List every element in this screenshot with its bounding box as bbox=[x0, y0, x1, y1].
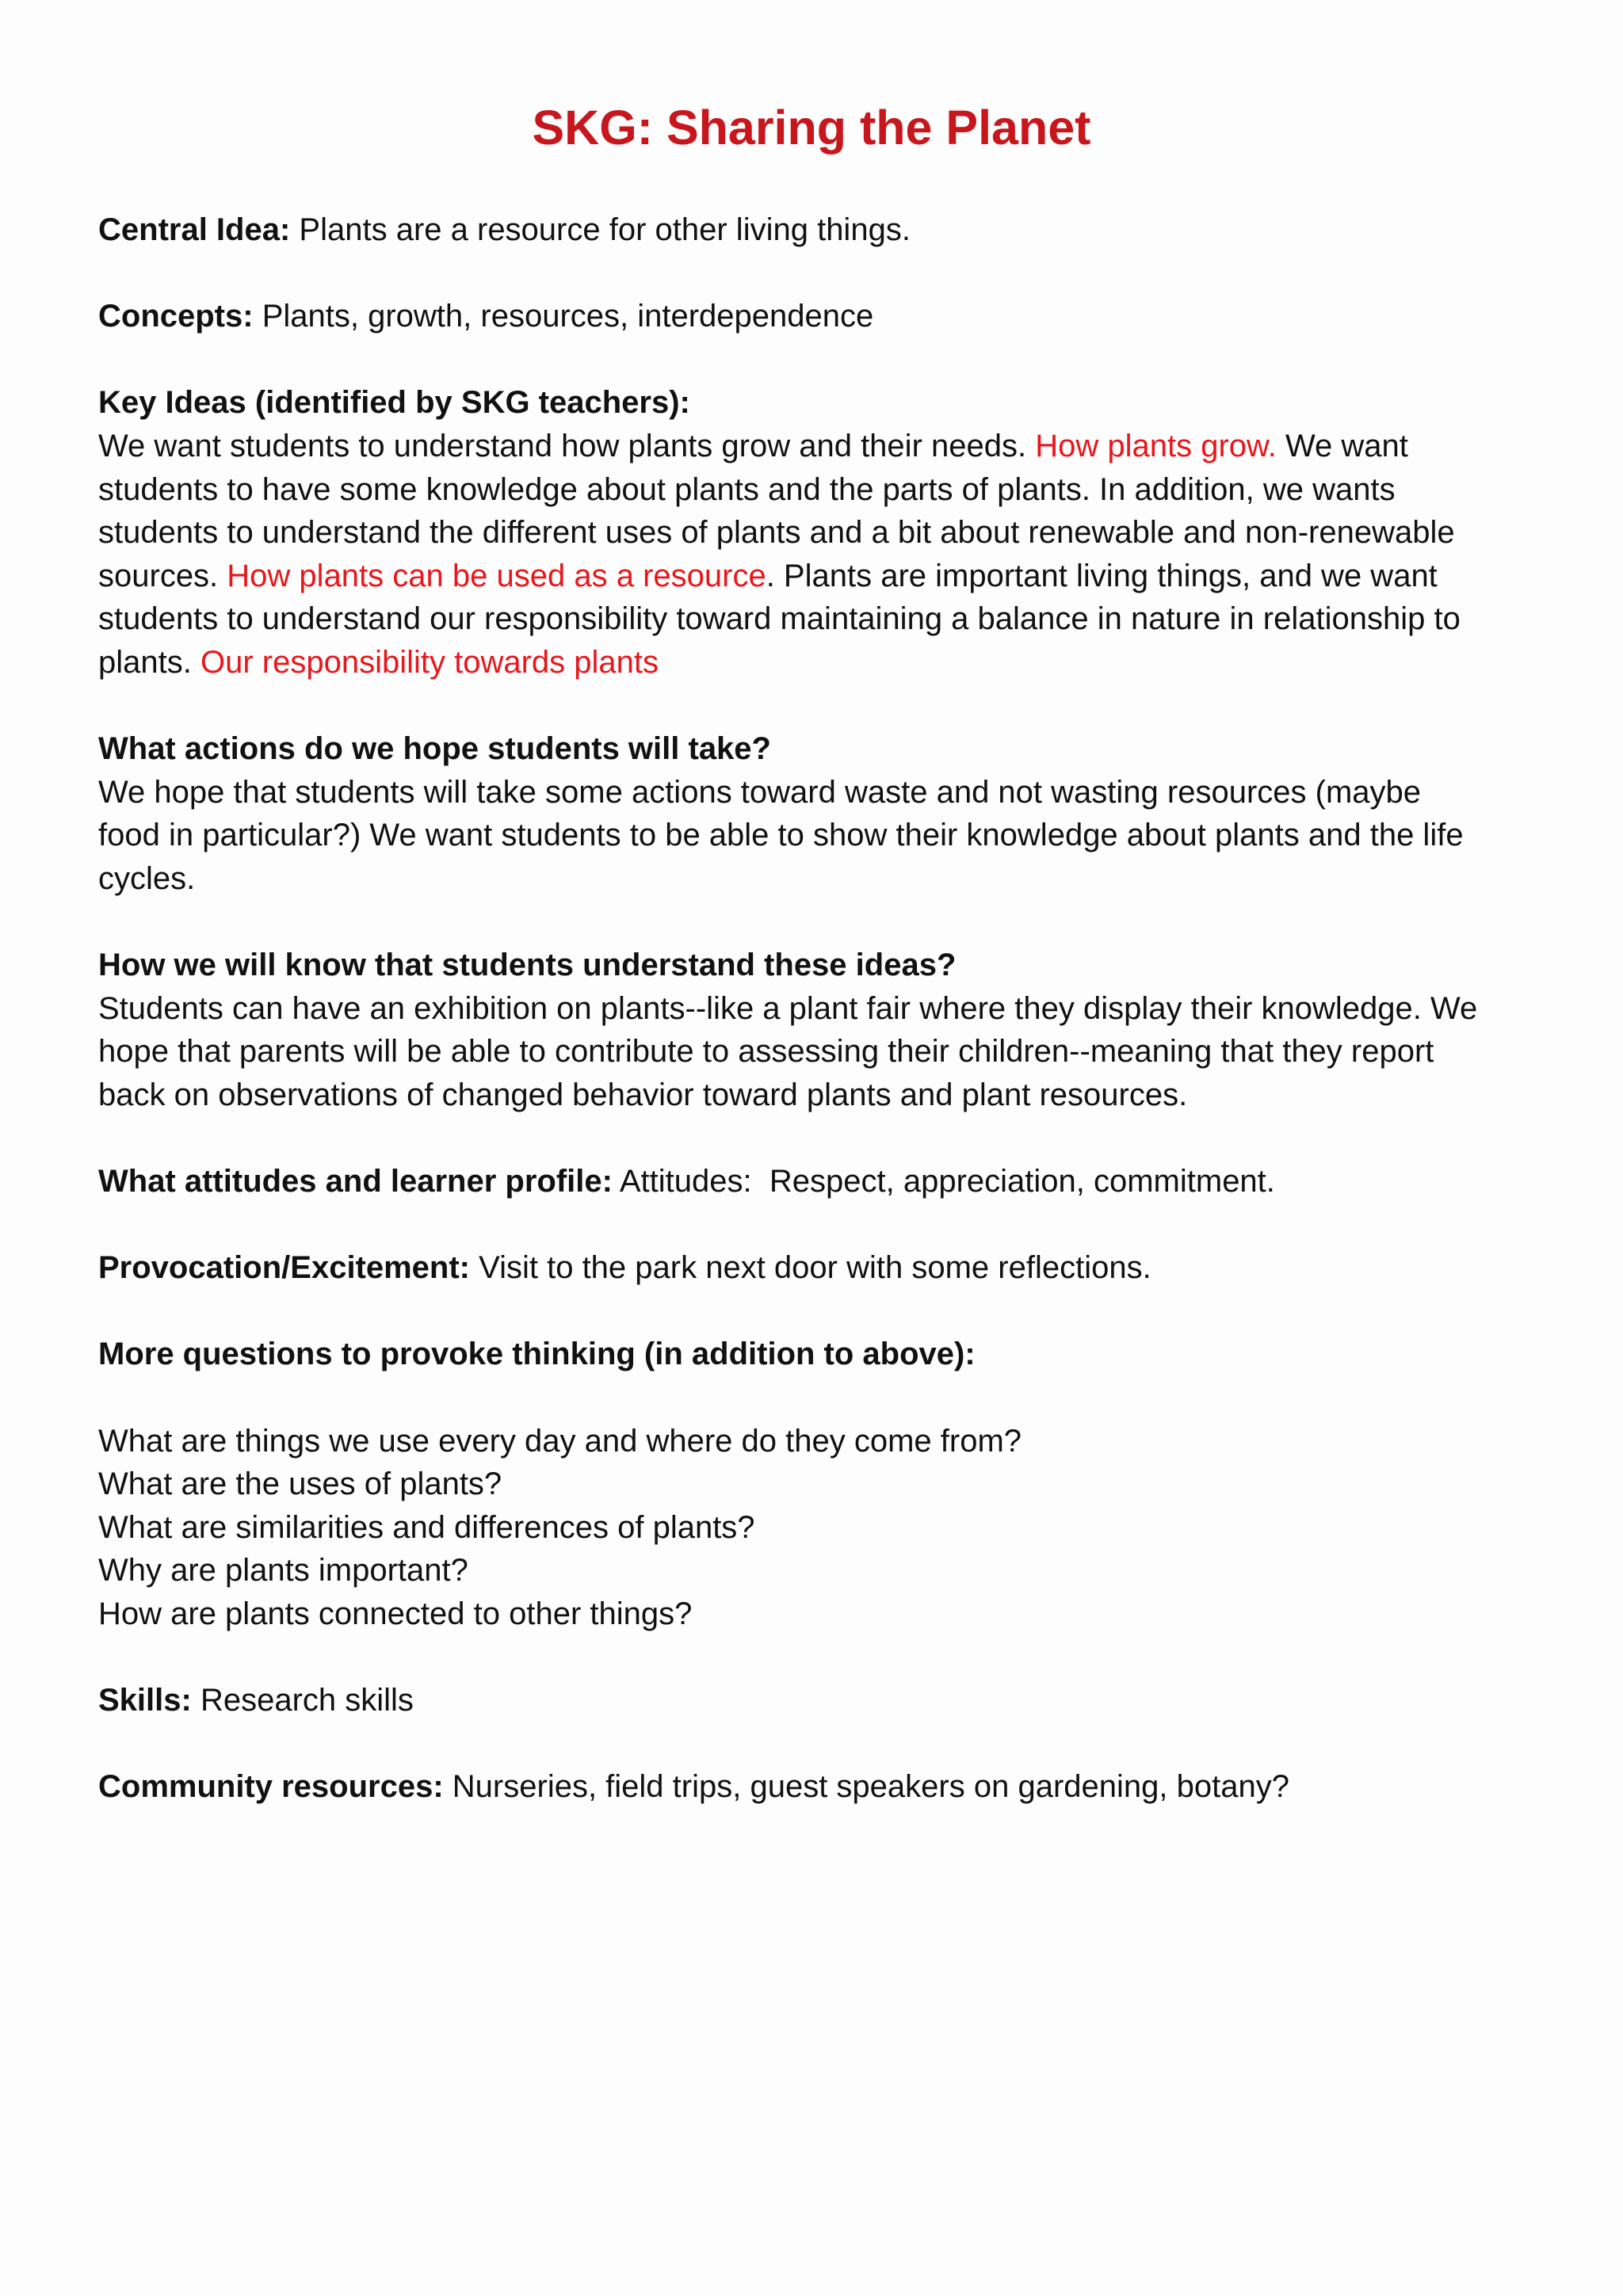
key-ideas-text: plants. bbox=[98, 644, 192, 680]
key-ideas-heading: Key Ideas (identified by SKG teachers): bbox=[98, 385, 690, 421]
assessment-line: hope that parents will be able to contribute to assessing their children--meaning that they report bbox=[98, 1034, 1434, 1070]
actions-heading: What actions do we hope students will take? bbox=[98, 731, 771, 767]
key-ideas-line: students to understand our responsibility toward maintaining a balance in nature in relationship to bbox=[98, 601, 1461, 637]
questions-heading: More questions to provoke thinking (in addition to above): bbox=[98, 1337, 976, 1372]
spacer bbox=[98, 1376, 1541, 1420]
question-item: How are plants connected to other things? bbox=[98, 1596, 693, 1631]
key-idea-highlight: How plants grow. bbox=[1035, 428, 1277, 463]
central-idea-line bbox=[98, 208, 1541, 252]
community-line bbox=[98, 1765, 1541, 1809]
spacer bbox=[98, 685, 1541, 728]
attitudes-label: What attitudes and learner profile: bbox=[98, 1164, 613, 1199]
community-text: Nurseries, field trips, guest speakers on gardening, botany? bbox=[452, 1769, 1289, 1805]
attitudes-text: Attitudes: Respect, appreciation, commitment. bbox=[619, 1164, 1275, 1199]
skills-text: Research skills bbox=[200, 1683, 414, 1718]
skills-line bbox=[98, 1679, 1541, 1722]
actions-line: food in particular?) We want students to be able to show their knowledge about plants and the life bbox=[98, 818, 1464, 853]
assessment-line: back on observations of changed behavior toward plants and plant resources. bbox=[98, 1077, 1188, 1112]
key-idea-highlight: Our responsibility towards plants bbox=[200, 644, 659, 680]
key-ideas-text: sources. bbox=[98, 558, 219, 593]
assessment-heading: How we will know that students understand these ideas? bbox=[98, 948, 957, 983]
key-idea-highlight: How plants can be used as a resource bbox=[227, 558, 766, 593]
central-idea-label: Central Idea: bbox=[98, 212, 291, 247]
spacer bbox=[98, 1116, 1541, 1160]
spacer bbox=[98, 252, 1541, 296]
question-item: What are similarities and differences of plants? bbox=[98, 1509, 755, 1545]
central-idea-text: Plants are a resource for other living things. bbox=[299, 212, 911, 247]
assessment-line: Students can have an exhibition on plants--like a plant fair where they display their knowledge. We bbox=[98, 990, 1478, 1026]
provocation-line bbox=[98, 1246, 1541, 1290]
spacer bbox=[98, 1203, 1541, 1247]
provocation-label: Provocation/Excitement: bbox=[98, 1250, 471, 1286]
community-label: Community resources: bbox=[98, 1769, 444, 1805]
spacer bbox=[98, 1722, 1541, 1766]
key-ideas-text: . Plants are important living things, and we want bbox=[766, 558, 1438, 593]
page-title: SKG: Sharing the Planet bbox=[532, 101, 1091, 154]
spacer bbox=[98, 901, 1541, 944]
attitudes-line bbox=[98, 1160, 1541, 1203]
key-ideas-line bbox=[98, 641, 1541, 685]
concepts-label: Concepts: bbox=[98, 299, 254, 334]
provocation-text: Visit to the park next door with some reflections. bbox=[479, 1250, 1151, 1286]
key-ideas-line bbox=[98, 555, 1541, 598]
concepts-line bbox=[98, 295, 1541, 338]
concepts-text: Plants, growth, resources, interdependence bbox=[262, 299, 874, 334]
actions-line: We hope that students will take some actions toward waste and not wasting resources (maybe bbox=[98, 774, 1422, 810]
question-item: Why are plants important? bbox=[98, 1553, 468, 1589]
spacer bbox=[98, 1290, 1541, 1333]
key-ideas-line bbox=[98, 425, 1541, 468]
key-ideas-line: students to have some knowledge about plants and the parts of plants. In addition, we wants bbox=[98, 471, 1396, 507]
key-ideas-text: We want students to understand how plants grow and their needs. bbox=[98, 428, 1027, 463]
key-ideas-text: We want bbox=[1285, 428, 1408, 463]
skills-label: Skills: bbox=[98, 1683, 192, 1718]
spacer bbox=[98, 1636, 1541, 1680]
actions-line: cycles. bbox=[98, 860, 196, 896]
question-item: What are the uses of plants? bbox=[98, 1466, 502, 1502]
question-item: What are things we use every day and where do they come from? bbox=[98, 1423, 1022, 1459]
spacer bbox=[98, 338, 1541, 382]
key-ideas-line: students to understand the different uses of plants and a bit about renewable and non-renewable bbox=[98, 515, 1455, 551]
document-body bbox=[98, 208, 1541, 1809]
